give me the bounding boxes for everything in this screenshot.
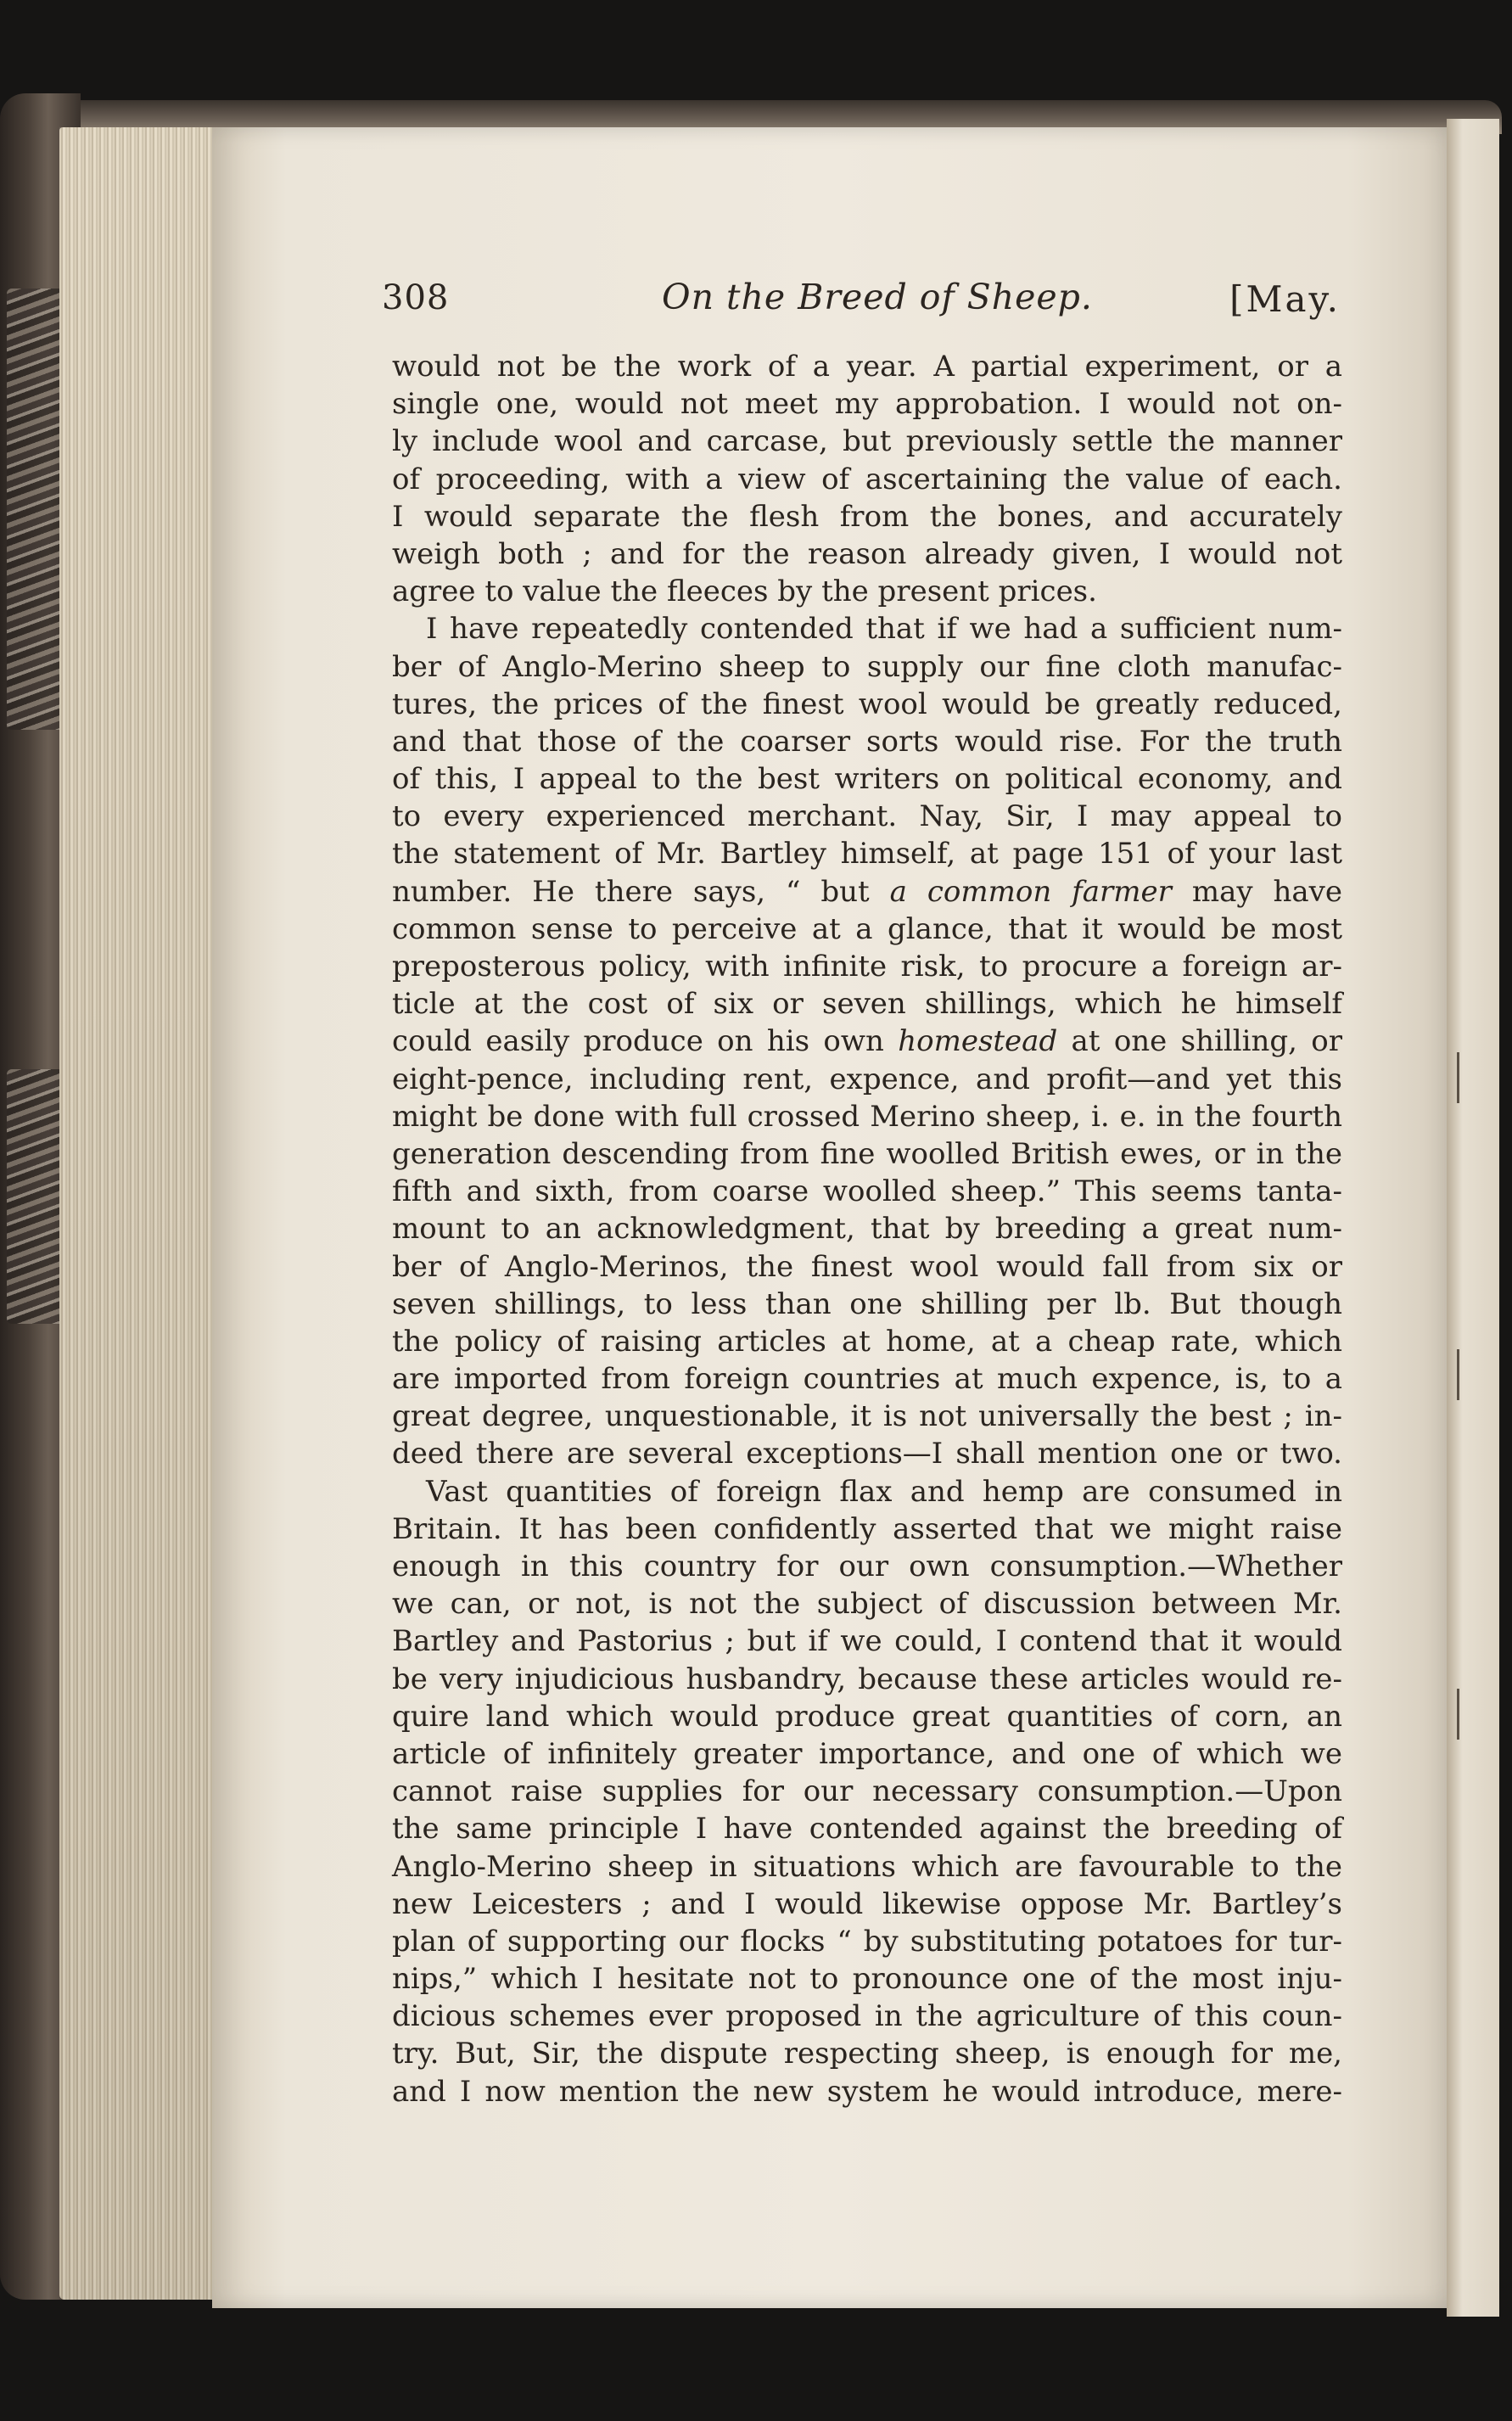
- text-line: preposterous policy, with infinite risk, to procure a foreign ar-: [392, 950, 1342, 984]
- marbled-board: [7, 1069, 66, 1324]
- text-line: mount to an acknowledgment, that by breeding a great num-: [392, 1212, 1342, 1247]
- text-line: agree to value the fleeces by the present prices.: [392, 574, 1097, 609]
- text-line: the policy of raising articles at home, at a cheap rate, which: [392, 1324, 1342, 1359]
- text-line: dicious schemes ever proposed in the agriculture of this coun-: [392, 1999, 1342, 2034]
- text-line: nips,” which I hesitate not to pronounce one of the most inju-: [392, 1962, 1342, 1997]
- text-line: quire land which would produce great quantities of corn, an: [392, 1699, 1342, 1734]
- running-title: On the Breed of Sheep.: [662, 277, 1093, 317]
- body-text: [392, 348, 1342, 2110]
- text-line: the statement of Mr. Bartley himself, at page 151 of your last: [392, 837, 1342, 871]
- text-line: I would separate the flesh from the bones, and accurately: [392, 499, 1342, 534]
- text-line: be very injudicious husbandry, because these articles would re-: [392, 1662, 1342, 1696]
- text-line: ticle at the cost of six or seven shillings, which he himself: [392, 987, 1342, 1022]
- text-line: try. But, Sir, the dispute respecting sheep, is enough for me,: [392, 2037, 1342, 2071]
- text-line: ber of Anglo-Merino sheep to supply our fine cloth manufac-: [392, 649, 1342, 684]
- text-line: cannot raise supplies for our necessary consumption.—Upon: [392, 1774, 1342, 1809]
- text-line: enough in this country for our own consumption.—Whether: [392, 1550, 1342, 1583]
- text-line: would not be the work of a year. A partial experiment, or a: [392, 350, 1342, 384]
- text-line: deed there are several exceptions—I shall mention one or two.: [392, 1437, 1342, 1471]
- text-line: generation descending from fine woolled British ewes, or in the: [392, 1136, 1342, 1171]
- text-line: common sense to perceive at a glance, that it would be most: [392, 911, 1342, 946]
- text-line: seven shillings, to less than one shilling per lb. But though: [392, 1286, 1342, 1321]
- text-line: tures, the prices of the finest wool would be greatly reduced,: [392, 687, 1342, 721]
- text-line: of this, I appeal to the best writers on political economy, and: [392, 762, 1342, 797]
- sliver-mark: [1457, 1052, 1459, 1103]
- marbled-board: [7, 289, 66, 730]
- sliver-mark: [1457, 1689, 1459, 1740]
- text-line: fifth and sixth, from coarse woolled sheep.” This seems tanta-: [392, 1174, 1342, 1209]
- text-line: and I now mention the new system he would introduce, mere-: [392, 2074, 1342, 2109]
- text-line: could easily produce on his own homestead at one shilling, or: [392, 1024, 1343, 1059]
- text-line: plan of supporting our flocks “ by substituting potatoes for tur-: [392, 1924, 1342, 1959]
- page-number: 308: [382, 278, 450, 317]
- text-line: of proceeding, with a view of ascertaining the value of each.: [392, 462, 1342, 496]
- text-line: we can, or not, is not the subject of discussion between Mr.: [392, 1587, 1342, 1622]
- text-line: Bartley and Pastorius ; but if we could, I contend that it would: [392, 1624, 1342, 1659]
- text-line: ber of Anglo-Merinos, the finest wool would fall from six or: [392, 1249, 1342, 1284]
- text-line: Anglo-Merino sheep in situations which are favourable to the: [392, 1849, 1342, 1884]
- running-head: [382, 278, 1341, 321]
- text-line: weigh both ; and for the reason already given, I would not: [392, 536, 1342, 571]
- text-line: Britain. It has been confidently asserted that we might raise: [392, 1511, 1342, 1546]
- text-line: article of infinitely greater importance, and one of which we: [392, 1736, 1342, 1771]
- page-fore-edge: [59, 127, 221, 2300]
- text-line: and that those of the coarser sorts would rise. For the truth: [392, 724, 1342, 759]
- text-line: ly include wool and carcase, but previously settle the manner: [392, 424, 1342, 459]
- text-line: the same principle I have contended against the breeding of: [392, 1812, 1342, 1847]
- text-line: single one, would not meet my approbation. I would not on-: [392, 387, 1342, 422]
- text-line: I have repeatedly contended that if we had a sufficient num-: [426, 612, 1342, 647]
- next-page-sliver: [1447, 119, 1499, 2317]
- text-line: great degree, unquestionable, it is not universally the best ; in-: [392, 1399, 1342, 1434]
- running-date: [May.: [1229, 278, 1341, 320]
- text-line: new Leicesters ; and I would likewise oppose Mr. Bartley’s: [392, 1886, 1342, 1921]
- text-line: to every experienced merchant. Nay, Sir, I may appeal to: [392, 799, 1342, 834]
- text-line: number. He there says, “ but a common farmer may have: [392, 874, 1342, 909]
- text-line: eight-pence, including rent, expence, and profit—and yet this: [392, 1062, 1342, 1096]
- sliver-mark: [1457, 1349, 1459, 1400]
- text-line: are imported from foreign countries at much expence, is, to a: [392, 1362, 1342, 1397]
- text-line: might be done with full crossed Merino sheep, i. e. in the fourth: [392, 1099, 1342, 1134]
- text-line: Vast quantities of foreign flax and hemp are consumed in: [426, 1474, 1342, 1509]
